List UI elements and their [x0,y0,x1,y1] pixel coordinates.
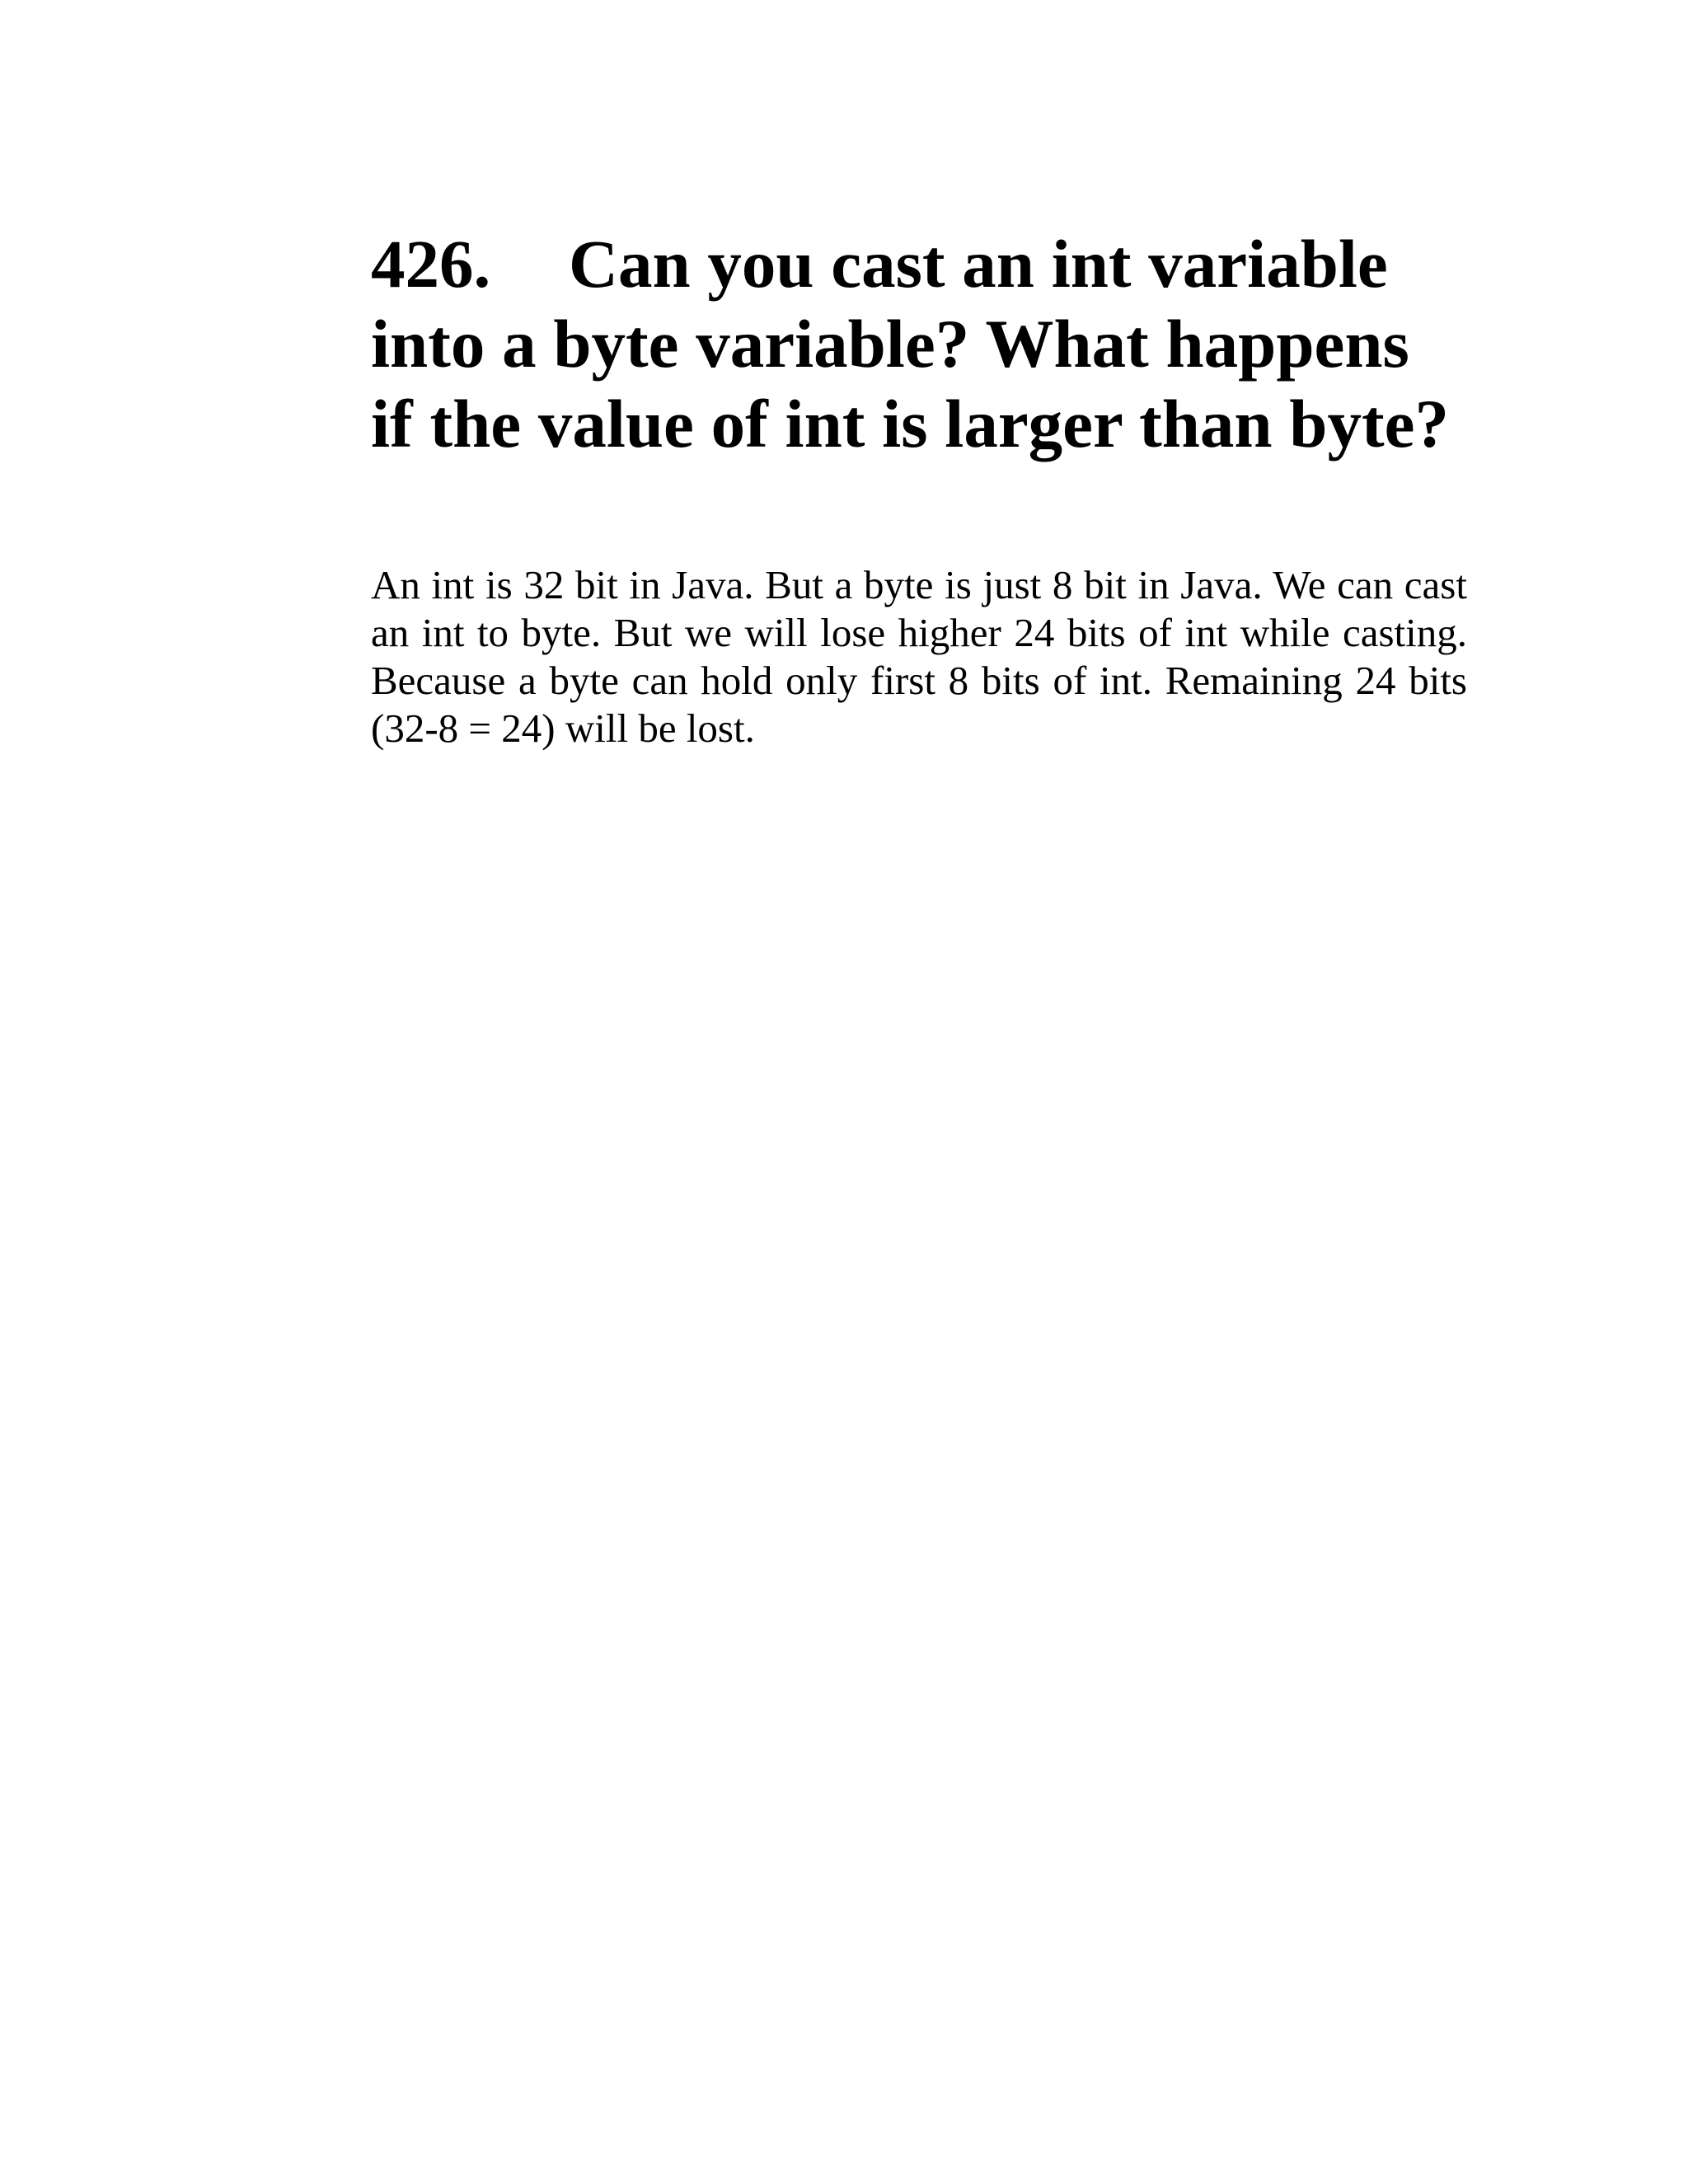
question-heading [371,224,1467,464]
question-title: Can you cast an int variable into a byte variable? What happens if the value of int is larger than byte? [371,226,1449,462]
page-content [371,224,1467,752]
question-number: 426. [371,226,491,302]
answer-paragraph: An int is 32 bit in Java. But a byte is just 8 bit in Java. We can cast an int to byte. But we will lose higher 24 bits of int while casting. Because a byte can hold only first 8 bits of int. Remaining 24 bits (32-8 = 24) will be lost. [371,562,1467,751]
